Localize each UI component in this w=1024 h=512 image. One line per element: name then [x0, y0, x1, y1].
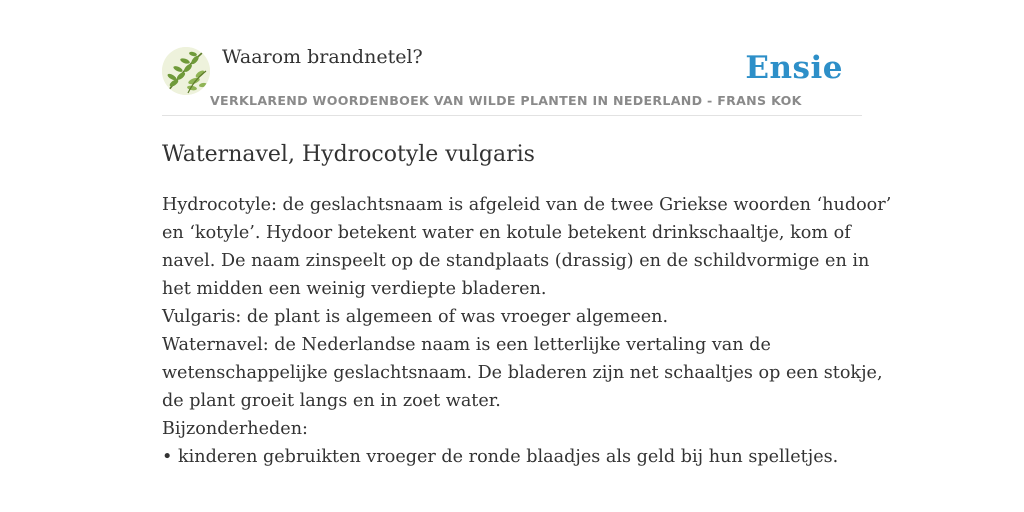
header [162, 40, 862, 116]
fern-leaf-icon[interactable] [162, 47, 210, 95]
body-line: Hydrocotyle: de geslachtsnaam is afgeleid van de twee Griekse woorden ‘hudoor’ [162, 195, 892, 215]
brand-logo[interactable]: Ensie [745, 50, 843, 86]
source-label[interactable]: VERKLAREND WOORDENBOEK VAN WILDE PLANTEN IN NEDERLAND - FRANS KOK [210, 93, 802, 108]
body-line: navel. De naam zinspeelt op de standplaats (drassig) en de schildvormige en in [162, 251, 870, 271]
entry-body [162, 191, 892, 471]
entry-title: Waternavel, Hydrocotyle vulgaris [162, 142, 535, 167]
body-line: het midden een weinig verdiepte bladeren. [162, 279, 547, 299]
page-title[interactable]: Waarom brandnetel? [222, 46, 423, 68]
body-line: en ‘kotyle’. Hydoor betekent water en kotule betekent drinkschaaltje, kom of [162, 223, 851, 243]
body-line: Vulgaris: de plant is algemeen of was vroeger algemeen. [162, 307, 669, 327]
body-line: • kinderen gebruikten vroeger de ronde blaadjes als geld bij hun spelletjes. [162, 447, 839, 467]
body-line: Bijzonderheden: [162, 419, 308, 439]
body-line: de plant groeit langs en in zoet water. [162, 391, 501, 411]
body-line: Waternavel: de Nederlandse naam is een letterlijke vertaling van de [162, 335, 771, 355]
entry-card [162, 40, 892, 471]
body-line: wetenschappelijke geslachtsnaam. De bladeren zijn net schaaltjes op een stokje, [162, 363, 883, 383]
